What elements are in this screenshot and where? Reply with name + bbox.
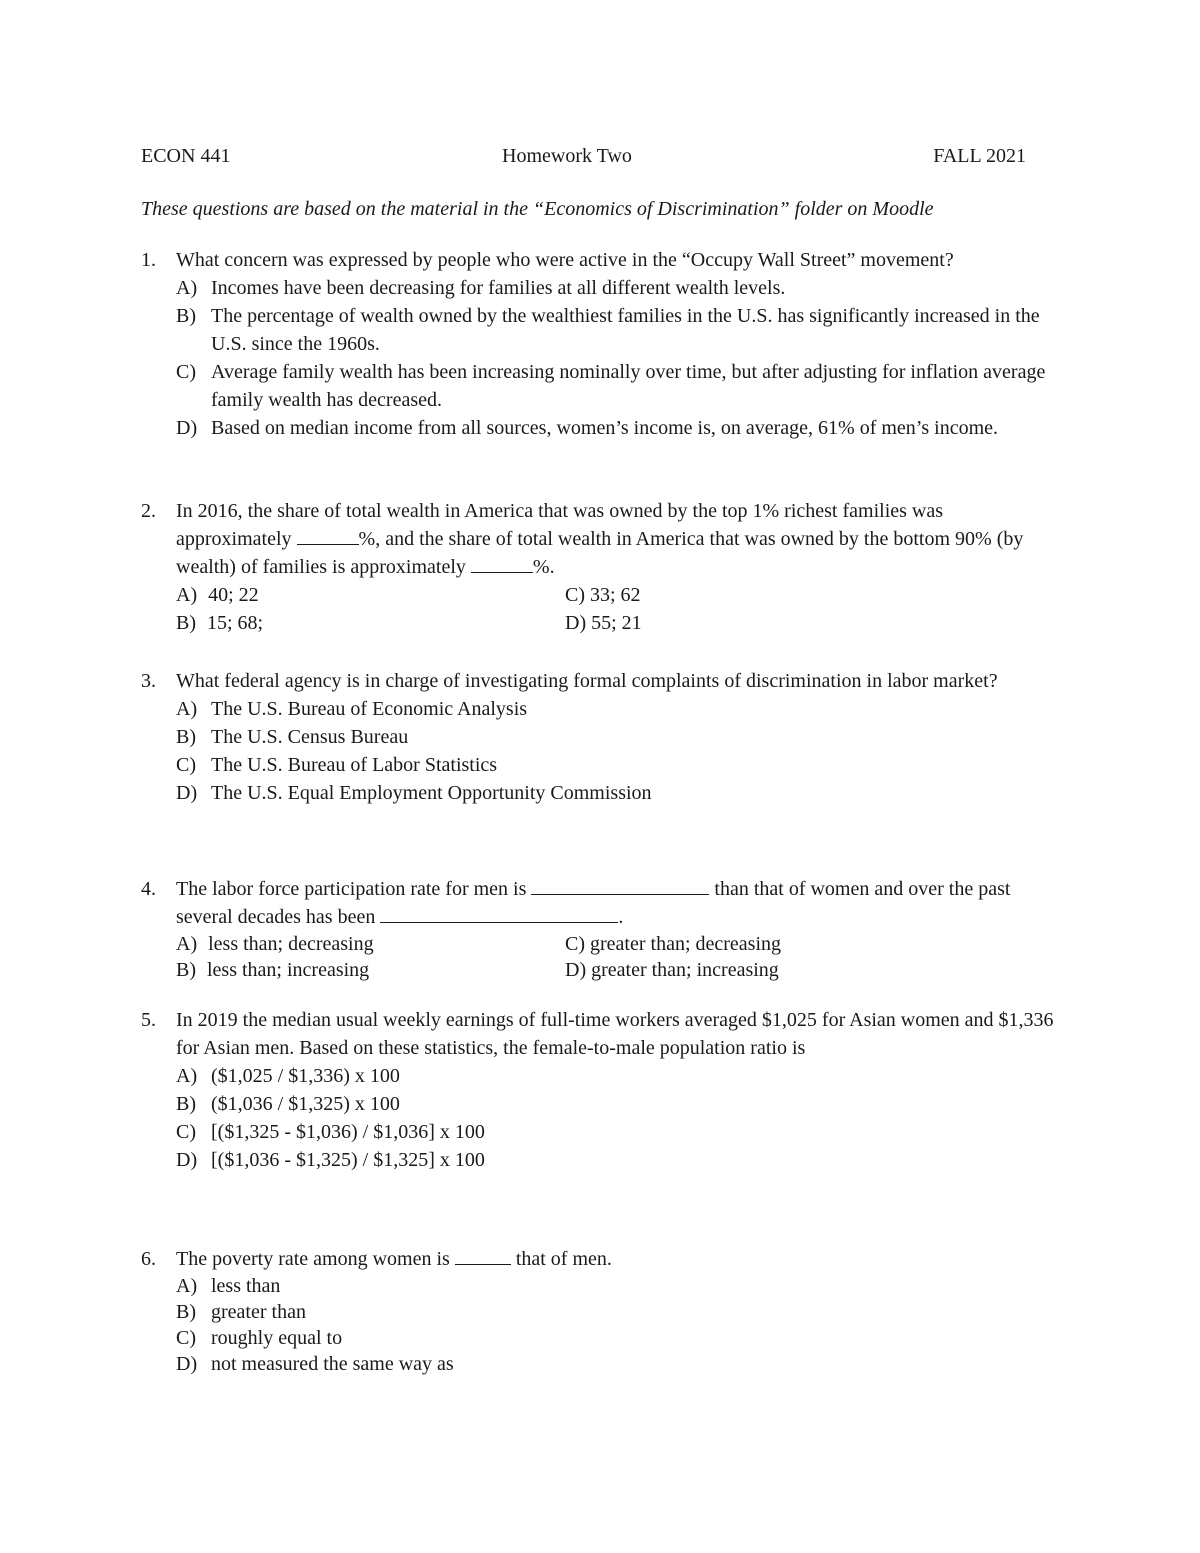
option-text: greater than; increasing — [591, 959, 779, 981]
answer-option — [141, 695, 1061, 723]
option-letter: A) — [176, 1065, 198, 1087]
question-stem — [141, 1245, 1061, 1273]
answer-option — [565, 609, 642, 637]
question-text-part: that of men. — [510, 1248, 612, 1270]
answer-option — [176, 957, 369, 983]
question-text-part: The labor force participation rate for men is — [176, 878, 532, 900]
option-text: 15; 68; — [207, 612, 264, 634]
option-letter: A) — [176, 1275, 198, 1297]
option-letter: C) — [565, 584, 585, 606]
answer-option — [565, 581, 641, 609]
option-letter: A) — [176, 277, 198, 299]
option-text: less than; increasing — [207, 959, 370, 981]
option-text: ($1,025 / $1,336) x 100 — [211, 1065, 400, 1087]
answer-option — [141, 1351, 1061, 1377]
answer-option — [141, 414, 1061, 442]
question-stem — [141, 246, 1061, 274]
option-letter: D) — [565, 959, 587, 981]
answer-option — [141, 1090, 1061, 1118]
page-header — [141, 142, 1026, 170]
question-text: What concern was expressed by people who were active in the “Occupy Wall Street” movement? — [176, 249, 954, 271]
question-text-part: . — [618, 906, 624, 928]
question-stem — [141, 875, 1061, 931]
option-letter: B) — [176, 612, 196, 634]
option-text: roughly equal to — [211, 1327, 343, 1349]
question-text: In 2019 the median usual weekly earnings of full-time workers averaged $1,025 for Asian women and $1,336 for Asian men. Based on these statistics, the female-to-male population ratio is — [176, 1009, 1054, 1059]
option-text: 33; 62 — [590, 584, 641, 606]
question-number: 5. — [141, 1009, 156, 1031]
answer-option — [141, 358, 1061, 414]
option-letter: A) — [176, 584, 198, 606]
question-text-part: %, and the share of total wealth in America that was owned by the bottom 90% (by wealth) of families is approximately — [176, 528, 1024, 578]
option-text: The U.S. Bureau of Labor Statistics — [211, 754, 498, 776]
option-text: less than — [211, 1275, 281, 1297]
question-number: 6. — [141, 1248, 156, 1270]
option-text: Based on median income from all sources, women’s income is, on average, 61% of men’s income. — [211, 417, 999, 439]
option-letter: D) — [176, 782, 198, 804]
answer-options-grid — [141, 581, 1061, 637]
answer-blank — [380, 904, 618, 923]
document-title: Homework Two — [502, 145, 632, 167]
answer-option — [141, 1146, 1061, 1174]
answer-options-grid — [141, 931, 1061, 983]
option-letter: C) — [176, 1327, 196, 1349]
option-letter: C) — [176, 361, 196, 383]
option-text: [($1,036 - $1,325) / $1,325] x 100 — [211, 1149, 485, 1171]
answer-option — [141, 1325, 1061, 1351]
option-letter: D) — [176, 417, 198, 439]
option-letter: B) — [176, 959, 196, 981]
option-letter: C) — [176, 1121, 196, 1143]
term-label: FALL 2021 — [933, 145, 1026, 167]
answer-option — [141, 1299, 1061, 1325]
option-letter: D) — [176, 1353, 198, 1375]
answer-option — [141, 779, 1061, 807]
option-letter: B) — [176, 1093, 196, 1115]
question-2 — [141, 497, 1061, 637]
question-text-part: In 2016, the share of total wealth in America that was owned by the top 1% richest families was approximately — [176, 500, 944, 550]
question-number: 2. — [141, 500, 156, 522]
option-text: 40; 22 — [208, 584, 259, 606]
option-letter: B) — [176, 1301, 196, 1323]
option-text: The U.S. Census Bureau — [211, 726, 409, 748]
question-stem — [141, 497, 1061, 581]
question-4 — [141, 875, 1061, 983]
answer-blank — [471, 554, 533, 573]
intro-note: These questions are based on the material in the “Economics of Discrimination” folder on Moodle — [141, 198, 934, 220]
question-number: 4. — [141, 878, 156, 900]
option-text: ($1,036 / $1,325) x 100 — [211, 1093, 400, 1115]
option-text: The percentage of wealth owned by the wealthiest families in the U.S. has significantly increased in the U.S. since the 1960s. — [211, 305, 1040, 355]
answer-option — [141, 1273, 1061, 1299]
option-letter: D) — [176, 1149, 198, 1171]
option-text: Average family wealth has been increasing nominally over time, but after adjusting for inflation average family wealth has decreased. — [211, 361, 1046, 411]
option-text: The U.S. Bureau of Economic Analysis — [211, 698, 528, 720]
answer-option — [565, 931, 781, 957]
answer-option — [176, 581, 259, 609]
option-text: [($1,325 - $1,036) / $1,036] x 100 — [211, 1121, 485, 1143]
option-letter: D) — [565, 612, 587, 634]
option-letter: C) — [176, 754, 196, 776]
answer-option — [141, 1062, 1061, 1090]
question-text-part: The poverty rate among women is — [176, 1248, 455, 1270]
question-1 — [141, 246, 1061, 442]
answer-blank — [455, 1246, 511, 1265]
option-letter: A) — [176, 698, 198, 720]
option-text: The U.S. Equal Employment Opportunity Commission — [211, 782, 652, 804]
answer-option — [565, 957, 779, 983]
option-text: less than; decreasing — [208, 933, 374, 955]
option-letter: C) — [565, 933, 585, 955]
question-stem — [141, 1006, 1061, 1062]
question-stem — [141, 667, 1061, 695]
answer-blank — [531, 876, 709, 895]
option-text: Incomes have been decreasing for families at all different wealth levels. — [211, 277, 786, 299]
answer-option — [141, 1118, 1061, 1146]
question-number: 3. — [141, 670, 156, 692]
answer-option — [141, 274, 1061, 302]
option-letter: B) — [176, 305, 196, 327]
answer-option — [176, 931, 374, 957]
course-code: ECON 441 — [141, 145, 231, 167]
question-number: 1. — [141, 249, 156, 271]
answer-option — [176, 609, 263, 637]
answer-option — [141, 302, 1061, 358]
question-5 — [141, 1006, 1061, 1174]
option-text: greater than; decreasing — [590, 933, 782, 955]
question-6 — [141, 1245, 1061, 1377]
question-3 — [141, 667, 1061, 807]
answer-option — [141, 751, 1061, 779]
answer-blank — [297, 526, 359, 545]
option-letter: B) — [176, 726, 196, 748]
question-text: What federal agency is in charge of investigating formal complaints of discrimination in labor market? — [176, 670, 998, 692]
option-letter: A) — [176, 933, 198, 955]
option-text: greater than — [211, 1301, 306, 1323]
question-text-part: than that of women and over the past several decades has been — [176, 878, 1011, 928]
option-text: not measured the same way as — [211, 1353, 454, 1375]
question-text-part: %. — [532, 556, 555, 578]
answer-option — [141, 723, 1061, 751]
option-text: 55; 21 — [591, 612, 642, 634]
